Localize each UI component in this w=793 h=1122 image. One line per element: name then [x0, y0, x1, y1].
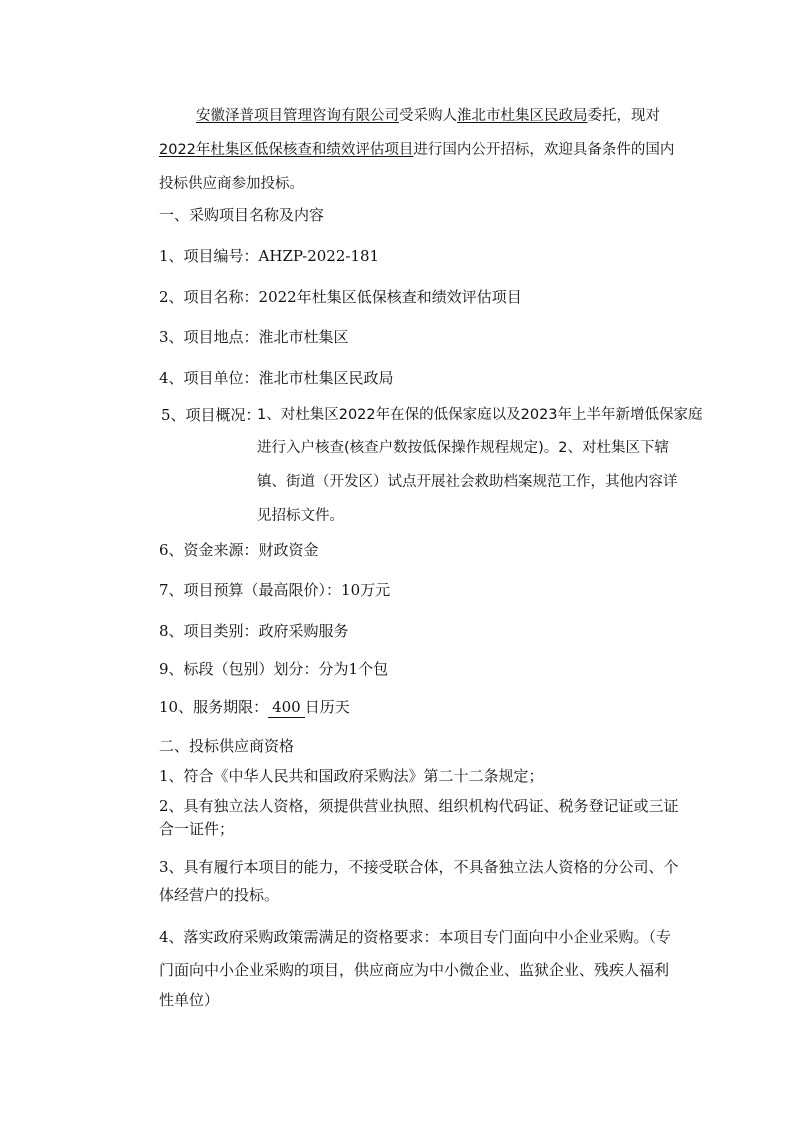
- item-funding-source: 6、资金来源：财政资金: [159, 541, 319, 559]
- item-overview-line: 见招标文件。: [257, 508, 344, 524]
- intro-line-1: [196, 106, 660, 126]
- item-service-period: [159, 697, 350, 718]
- section1-heading: 一、采购项目名称及内容: [159, 206, 325, 224]
- service-period-unit: 日历天: [304, 698, 350, 716]
- item-budget: 7、项目预算（最高限价）：10万元: [159, 581, 391, 599]
- intro-text: 委托，现对: [587, 108, 660, 124]
- procurement-agent: 安徽泽普项目管理咨询有限公司: [196, 108, 399, 124]
- qualification-2-line: 2、具有独立法人资格，须提供营业执照、组织机构代码证、税务登记证或三证: [159, 797, 679, 815]
- qualification-4-line: 性单位）: [159, 991, 220, 1009]
- item-project-location: 3、项目地点：淮北市杜集区: [159, 328, 349, 346]
- qualification-1: 1、符合《中华人民共和国政府采购法》第二十二条规定；: [159, 767, 544, 785]
- qualification-2-line: 合一证件；: [159, 820, 235, 838]
- item-project-name: 2、项目名称：2022年杜集区低保核查和绩效评估项目: [159, 288, 522, 306]
- intro-line-2: [159, 140, 674, 160]
- service-period-value: 400: [268, 697, 305, 718]
- item-lot-division: 9、标段（包别）划分：分为1个包: [159, 660, 389, 678]
- intro-text: 进行国内公开招标，欢迎具备条件的国内: [413, 142, 675, 158]
- intro-text: 受采购人: [399, 108, 457, 124]
- purchaser: 淮北市杜集区民政局: [457, 108, 588, 124]
- item-project-category: 8、项目类别：政府采购服务: [159, 622, 349, 640]
- item-overview-line: 进行入户核查(核查户数按低保操作规程规定)。2、对杜集区下辖: [257, 440, 670, 456]
- qualification-3-line: 体经营户的投标。: [159, 886, 280, 904]
- item-project-unit: 4、项目单位：淮北市杜集区民政局: [159, 369, 394, 387]
- item-overview-line: 镇、街道（开发区）试点开展社会救助档案规范工作，其他内容详: [257, 474, 678, 490]
- intro-line-3: [159, 174, 304, 194]
- project-name: 2022年杜集区低保核查和绩效评估项目: [159, 142, 414, 158]
- section2-heading: 二、投标供应商资格: [159, 737, 295, 755]
- qualification-3-line: 3、具有履行本项目的能力，不接受联合体，不具备独立法人资格的分公司、个: [159, 858, 679, 876]
- item-overview-line: 1、对杜集区2022年在保的低保家庭以及2023年上半年新增低保家庭: [257, 407, 703, 423]
- item-project-number: 1、项目编号：AHZP-2022-181: [159, 247, 380, 265]
- service-period-label: 10、服务期限：: [159, 698, 269, 716]
- intro-text: 投标供应商参加投标。: [159, 176, 304, 192]
- qualification-4-line: 门面向中小企业采购的项目，供应商应为中小微企业、监狱企业、残疾人福利: [159, 961, 670, 979]
- item-overview-label: 5、项目概况：: [161, 406, 261, 424]
- qualification-4-line: 4、落实政府采购政策需满足的资格要求：本项目专门面向中小企业采购。（专: [159, 928, 672, 946]
